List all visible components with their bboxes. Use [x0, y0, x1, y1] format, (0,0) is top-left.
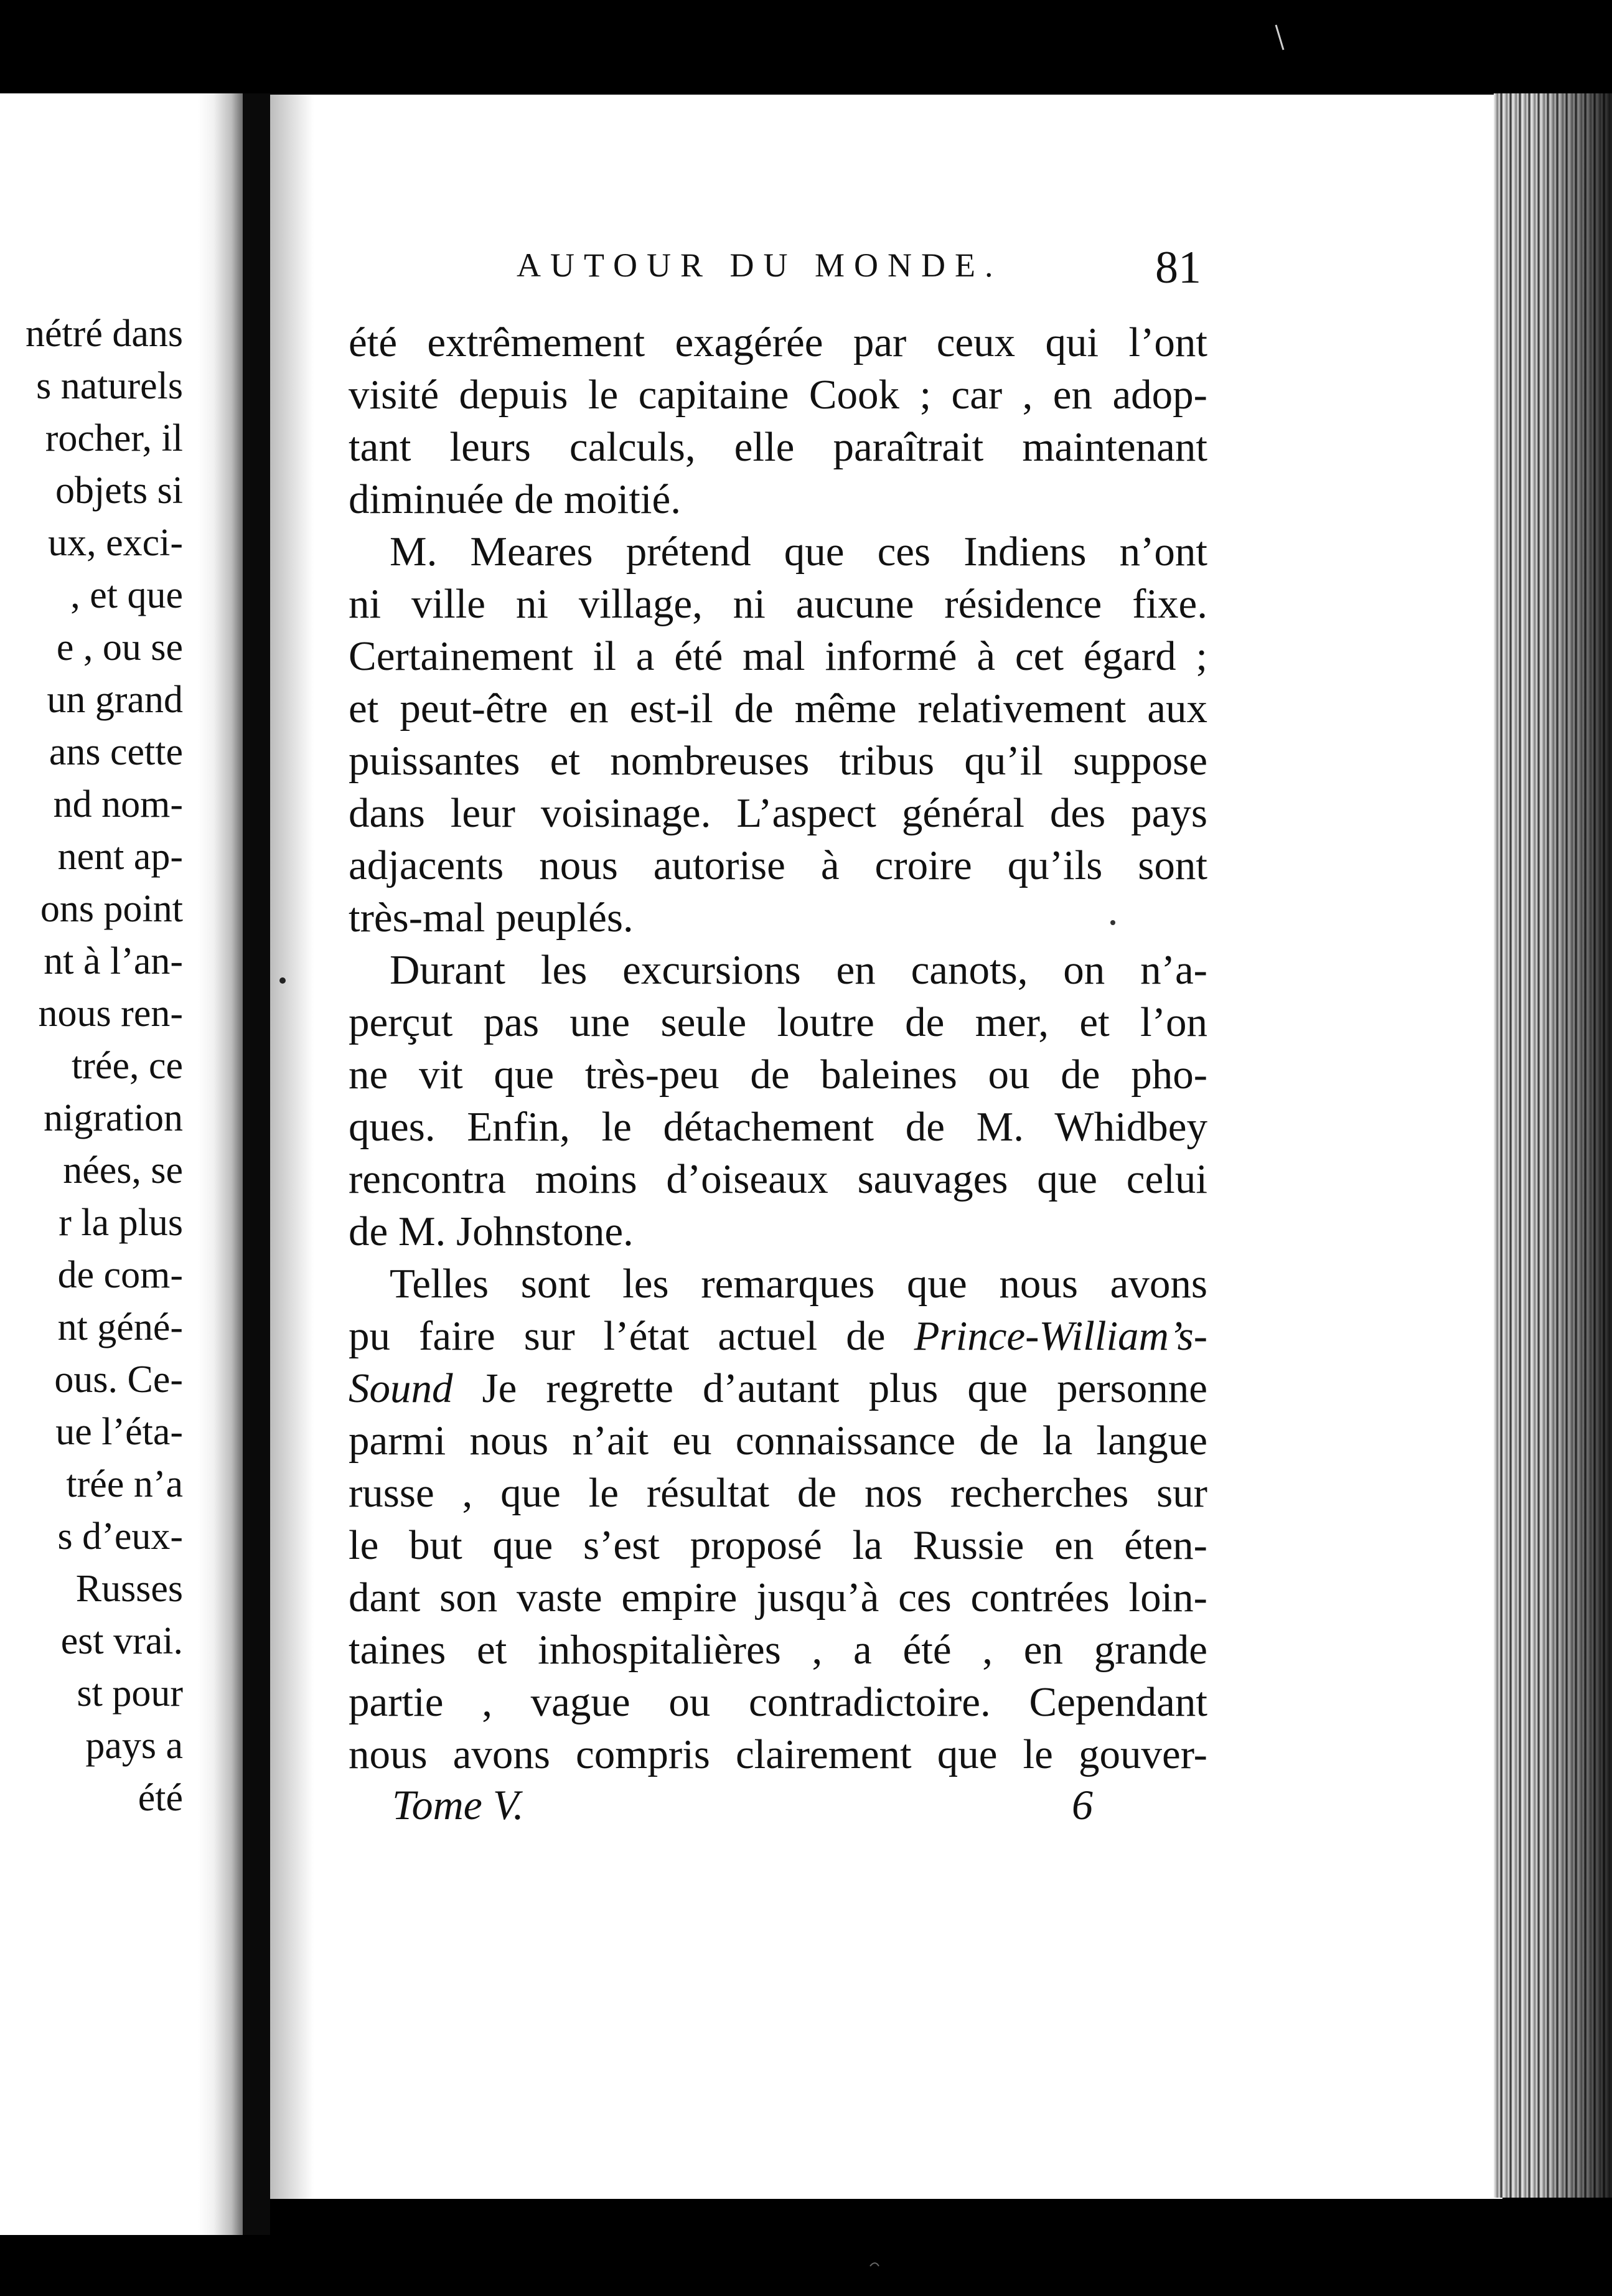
facing-line: ons point	[40, 888, 183, 930]
facing-line: st pour	[77, 1672, 183, 1715]
text-line: Durant les excursions en canots, on n’a-	[390, 947, 1207, 993]
text-line: puissantes et nombreuses tribus qu’il suppose	[349, 738, 1207, 784]
facing-line: Russes	[75, 1568, 183, 1610]
facing-line: ux, exci-	[48, 522, 183, 564]
facing-line: objets si	[55, 469, 183, 512]
text-run: Je regrette d’autant plus que personne	[452, 1365, 1207, 1411]
italic-place-name: Prince-William’s-	[914, 1313, 1207, 1359]
facing-line: , et que	[70, 574, 183, 616]
facing-line: de com-	[57, 1254, 183, 1296]
facing-line: nt à l’an-	[44, 940, 183, 982]
text-line: adjacents nous autorise à croire qu’ils sont	[349, 842, 1207, 888]
text-run: pu faire sur l’état actuel de	[349, 1313, 914, 1359]
facing-line: trée, ce	[72, 1045, 183, 1087]
facing-line: pays a	[85, 1724, 183, 1767]
text-line: Telles sont les remarques que nous avons	[390, 1261, 1207, 1307]
facing-line: nt géné-	[57, 1306, 183, 1348]
text-line: de M. Johnstone.	[349, 1208, 634, 1254]
text-line: ni ville ni village, ni aucune résidence fixe.	[349, 581, 1207, 627]
page-curve-shadow	[270, 95, 314, 2199]
book-gutter	[198, 93, 243, 2235]
text-line: parmi nous n’ait eu connaissance de la langue	[349, 1418, 1207, 1464]
facing-line: ans cette	[49, 731, 183, 773]
facing-line: s d’eux-	[57, 1515, 183, 1558]
text-line	[349, 1362, 1207, 1414]
facing-line: nd nom-	[53, 783, 183, 826]
text-line: M. Meares prétend que ces Indiens n’ont	[390, 529, 1207, 575]
facing-line: est vrai.	[60, 1620, 183, 1662]
facing-line: e , ou se	[56, 626, 183, 669]
facing-line: nous ren-	[38, 992, 183, 1035]
facing-line: nétré dans	[25, 313, 183, 355]
facing-line: ous. Ce-	[54, 1358, 183, 1401]
text-line: russe , que le résultat de nos recherches sur	[349, 1470, 1207, 1516]
text-line: tant leurs calculs, elle paraîtrait maintenant	[349, 424, 1207, 470]
italic-place-name: Sound	[349, 1365, 453, 1411]
running-head: AUTOUR DU MONDE.	[517, 247, 1003, 284]
gathering-signature: 6	[1072, 1781, 1093, 1828]
text-line	[349, 1310, 1207, 1362]
text-line: taines et inhospitalières , a été , en grande	[349, 1627, 1207, 1673]
volume-signature: Tome V.	[392, 1781, 524, 1828]
text-line: Certainement il a été mal informé à cet égard ;	[349, 633, 1207, 679]
text-line: le but que s’est proposé la Russie en éten-	[349, 1522, 1207, 1568]
gutter-shadow	[243, 93, 270, 2235]
fore-edge-shadow	[1537, 93, 1612, 2198]
facing-line: rocher, il	[45, 417, 183, 459]
text-line: dans leur voisinage. L’aspect général des pays	[349, 790, 1207, 836]
text-line: perçut pas une seule loutre de mer, et l’on	[349, 999, 1207, 1045]
facing-line: ue l’éta-	[55, 1411, 183, 1453]
text-line: été extrêmement exagérée par ceux qui l’ont	[349, 319, 1207, 365]
facing-line: trée n’a	[66, 1463, 183, 1505]
text-line: visité depuis le capitaine Cook ; car , en adop-	[349, 372, 1207, 418]
text-line: nous avons compris clairement que le gouver-	[349, 1731, 1207, 1777]
facing-line: nées, se	[63, 1149, 183, 1192]
facing-line: nent ap-	[57, 835, 183, 878]
text-line: dant son vaste empire jusqu’à ces contrées loin-	[349, 1574, 1207, 1621]
scan-bottom-margin	[0, 2235, 1612, 2296]
facing-page-text	[0, 308, 183, 1824]
text-line: diminuée de moitié.	[349, 476, 682, 522]
text-line: très-mal peuplés.	[349, 895, 634, 941]
facing-line: un grand	[47, 679, 183, 721]
facing-line: s naturels	[36, 365, 183, 407]
text-line: ne vit que très-peu de baleines ou de pho-	[349, 1052, 1207, 1098]
facing-line: nigration	[44, 1097, 183, 1139]
body-text	[349, 316, 1207, 1781]
text-line: et peut-être en est-il de même relativement aux	[349, 685, 1207, 732]
page-number: 81	[1155, 242, 1201, 293]
facing-line: r la plus	[59, 1202, 183, 1244]
text-line: partie , vague ou contradictoire. Cependant	[349, 1679, 1207, 1725]
text-line: ques. Enfin, le détachement de M. Whidbey	[349, 1104, 1207, 1150]
facing-line: été	[138, 1777, 183, 1819]
text-line: rencontra moins d’oiseaux sauvages que celui	[349, 1156, 1207, 1202]
